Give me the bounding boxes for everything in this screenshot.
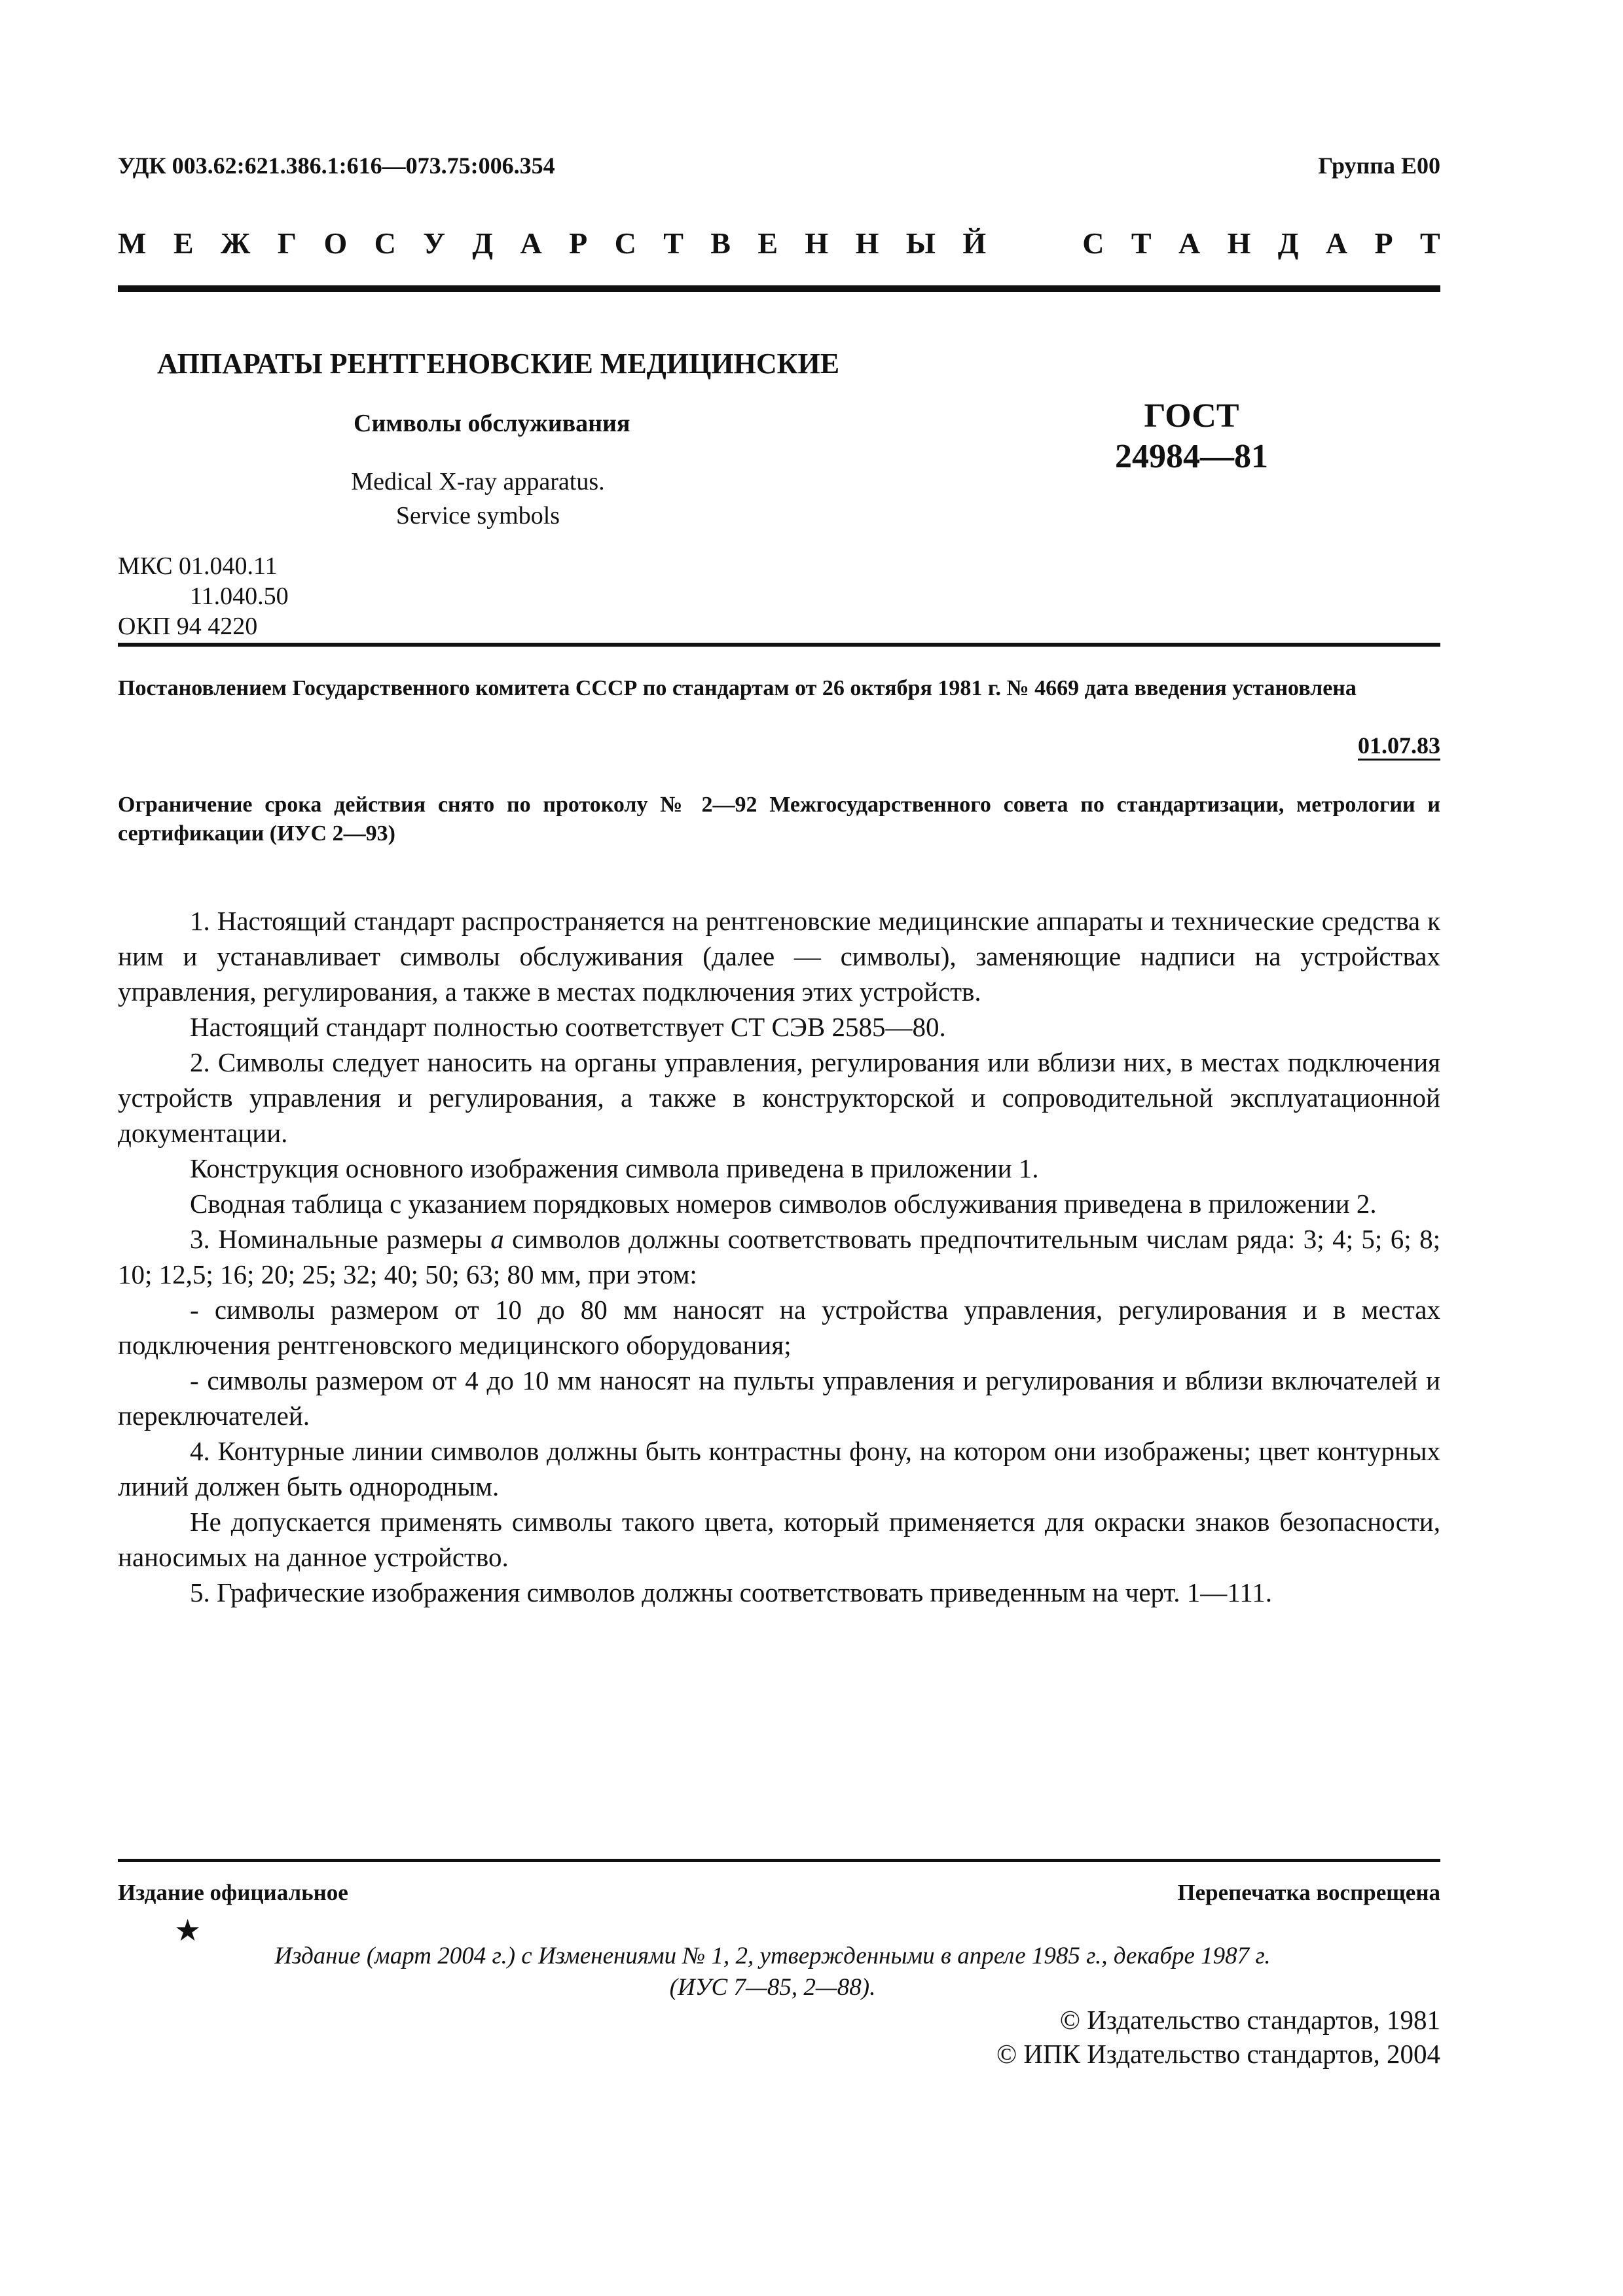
group-code: Группа Е00	[1318, 152, 1440, 179]
heading-letter: Й	[962, 226, 987, 260]
classification-codes	[118, 551, 289, 641]
paragraph-1: 1. Настоящий стандарт распространяется на рентгеновские медицинские аппараты и технические средства к ним и устанавливает символы обслуживания (далее — символы), заменяющие надписи на устройствах управления, регулирования, а также в местах подключения этих устройств.	[118, 906, 1440, 1007]
document-title: АППАРАТЫ РЕНТГЕНОВСКИЕ МЕДИЦИНСКИЕ	[157, 348, 840, 380]
heading-letter: Т	[663, 226, 684, 260]
edition-note-line1: Издание (март 2004 г.) с Изменениями № 1, 2, утвержденными в апреле 1985 г., декабре 1987 г.	[274, 1943, 1271, 1969]
introduction-date: 01.07.83	[1358, 732, 1440, 759]
heading-letter: Т	[1131, 226, 1152, 260]
paragraph-6-start: 3. Номинальные размеры	[190, 1224, 491, 1254]
limitation-text: Ограничение срока действия снято по протоколу № 2—92 Межгосударственного совета по стандартизации, метрологии и сертификации (ИУС 2—93)	[118, 793, 1440, 846]
heading-letter: Г	[277, 226, 297, 260]
heading-letter: А	[520, 226, 542, 260]
edition-note	[216, 1941, 1329, 2003]
decree-text: Постановлением Государственного комитета СССР по стандартам от 26 октября 1981 г. № 4669 дата введения установлена	[118, 676, 1357, 700]
heading-letter: В	[710, 226, 731, 260]
heading-letter: М	[118, 226, 147, 260]
copyright-1981: © Издательство стандартов, 1981	[1059, 2005, 1440, 2035]
paragraph-11: 5. Графические изображения символов должны соответствовать приведенным на черт. 1—111.	[190, 1577, 1273, 1607]
mks-code-2: 11.040.50	[190, 583, 289, 610]
heading-letter: Д	[472, 226, 494, 260]
heading-letter: Н	[855, 226, 879, 260]
heading-letter: Р	[1374, 226, 1393, 260]
english-title-line2: Service symbols	[395, 502, 560, 529]
paragraph-4: Конструкция основного изображения символа приведена в приложении 1.	[190, 1153, 1039, 1183]
edition-note-line2: (ИУС 7—85, 2—88).	[669, 1974, 876, 2001]
paragraph-3: 2. Символы следует наносить на органы управления, регулирования или вблизи них, в местах подключения устройств управления и регулирования, а также в конструкторской и сопроводительной эксплуатационной документации.	[118, 1047, 1440, 1148]
heading-letter	[1013, 226, 1021, 260]
heading-letter: Е	[757, 226, 778, 260]
gost-number: 24984—81	[1115, 438, 1268, 475]
heading-letter	[1048, 226, 1055, 260]
english-title	[301, 465, 655, 533]
paragraph-10: Не допускается применять символы такого цвета, который применяется для окраски знаков безопасности, наносимых на данное устройство.	[118, 1507, 1440, 1572]
official-edition-label: Издание официальное	[118, 1880, 348, 1905]
heading-letter: Т	[1419, 226, 1440, 260]
heading-letter: О	[323, 226, 348, 260]
okp-code: ОКП 94 4220	[118, 613, 258, 640]
header-divider	[118, 285, 1440, 292]
heading-letter: Ы	[905, 226, 936, 260]
paragraph-5: Сводная таблица с указанием порядковых номеров символов обслуживания приведена в приложении 2.	[190, 1189, 1377, 1219]
gost-designation	[1074, 396, 1309, 477]
paragraph-6	[118, 1221, 1440, 1292]
classification-divider	[118, 643, 1440, 647]
paragraph-6-end: символов должны соответствовать предпочтительным числам ряда: 3; 4; 5; 6; 8; 10; 12,5; 16; 20; 25; 32; 40; 50; 63; 80 мм, при этом:	[118, 1224, 1441, 1289]
heading-letter: Н	[1227, 226, 1251, 260]
heading-letter: С	[614, 226, 636, 260]
heading-letter: Н	[805, 226, 829, 260]
standard-body	[118, 903, 1440, 1610]
heading-letter: А	[1325, 226, 1348, 260]
heading-letter: Е	[173, 226, 194, 260]
heading-letter: Р	[569, 226, 588, 260]
paragraph-2: Настоящий стандарт полностью соответствует СТ СЭВ 2585—80.	[190, 1012, 946, 1042]
footer-divider	[118, 1859, 1440, 1862]
mks-code-1: МКС 01.040.11	[118, 552, 278, 580]
heading-letter: Д	[1277, 226, 1299, 260]
heading-letter: С	[374, 226, 396, 260]
copyright-2004: © ИПК Издательство стандартов, 2004	[996, 2039, 1440, 2069]
heading-letter: А	[1178, 226, 1201, 260]
paragraph-8: - символы размером от 4 до 10 мм наносят на пульты управления и регулирования и вблизи включателей и переключателей.	[118, 1365, 1440, 1431]
copyright-block	[996, 2003, 1440, 2071]
heading-letter: Ж	[220, 226, 251, 260]
udk-code: УДК 003.62:621.386.1:616—073.75:006.354	[118, 152, 555, 179]
reprint-prohibited-label: Перепечатка воспрещена	[1177, 1880, 1440, 1905]
paragraph-9: 4. Контурные линии символов должны быть контрастны фону, на котором они изображены; цвет контурных линий должен быть однородным.	[118, 1436, 1440, 1501]
heading-letter: У	[423, 226, 445, 260]
paragraph-7: - символы размером от 10 до 80 мм наносят на устройства управления, регулирования и в местах подключения рентгеновского медицинского оборудования;	[118, 1295, 1440, 1360]
size-variable: а	[490, 1224, 504, 1254]
english-title-line1: Medical X-ray apparatus.	[351, 468, 605, 495]
document-subtitle: Символы обслуживания	[354, 410, 630, 437]
heading-letter: С	[1082, 226, 1104, 260]
interstate-standard-heading	[118, 226, 1440, 260]
star-icon: ★	[174, 1914, 202, 1947]
gost-label: ГОСТ	[1144, 397, 1239, 435]
